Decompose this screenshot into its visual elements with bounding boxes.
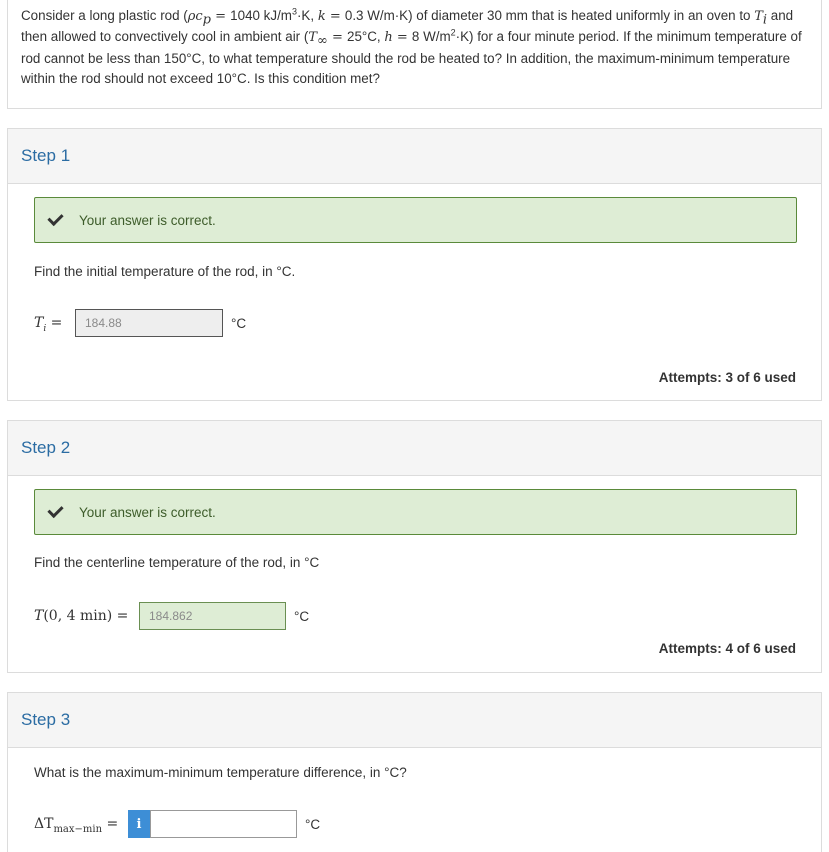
question-text: Consider a long plastic rod ($\rho c_p = 1040$ $kJ/m^3\cdot K$, k = 0.3 W/m·K) of diameter 30 mm that is heated uniformly in an oven to $T_i$ and then allowed to convectively cool in ambient air ($T_\infty = 25^\circ C$, h = 8 $W/m^2\cdot K$) for a four minute period. If the minimum temperature of rod cannot be less than 150°C, to what temperature should the rod be heated to? In addition, the maximum-minimum temperature within the rod should not exceed 10°C. Is this condition met? (7, 0, 822, 109)
step-1-panel (7, 128, 822, 401)
step-2-title: Step 2 (21, 438, 71, 457)
step-2-feedback-text: Your answer is correct. (79, 504, 216, 520)
step-1-variable: $T_i$ = (34, 315, 63, 334)
step-2-answer-input[interactable]: 184.862 (139, 602, 286, 630)
step-2-variable: T(0, 4 min) = (34, 608, 129, 624)
step-3-answer-row (34, 810, 320, 838)
step-1-feedback-text: Your answer is correct. (79, 212, 216, 228)
step-1-attempts: Attempts: 3 of 6 used (658, 370, 796, 385)
step-1-feedback (34, 197, 797, 243)
step-1-title: Step 1 (21, 146, 71, 165)
step-3-variable: $\Delta T_{max-min}$ = (34, 816, 119, 835)
step-3-answer-input[interactable] (150, 810, 297, 838)
step-2-panel (7, 420, 822, 673)
step-1-answer-input[interactable]: 184.88 (75, 309, 223, 337)
step-2-attempts: Attempts: 4 of 6 used (658, 641, 796, 656)
step-3-title: Step 3 (21, 710, 71, 729)
step-1-prompt: Find the initial temperature of the rod, in °C. (34, 264, 296, 279)
step-1-answer-row (34, 309, 246, 337)
step-3-prompt: What is the maximum-minimum temperature difference, in °C? (34, 765, 407, 780)
step-1-unit: °C (231, 315, 247, 331)
step-3-unit: °C (305, 816, 321, 832)
step-3-header (8, 693, 821, 748)
step-1-header (8, 129, 821, 184)
step-2-header (8, 421, 821, 476)
step-2-feedback (34, 489, 797, 535)
check-icon (49, 501, 65, 517)
step-3-panel (7, 692, 822, 852)
info-icon[interactable]: i (128, 810, 150, 838)
step-2-answer-row (34, 602, 309, 630)
step-2-prompt: Find the centerline temperature of the rod, in °C (34, 555, 320, 570)
check-icon (49, 209, 65, 225)
step-2-unit: °C (294, 608, 310, 624)
